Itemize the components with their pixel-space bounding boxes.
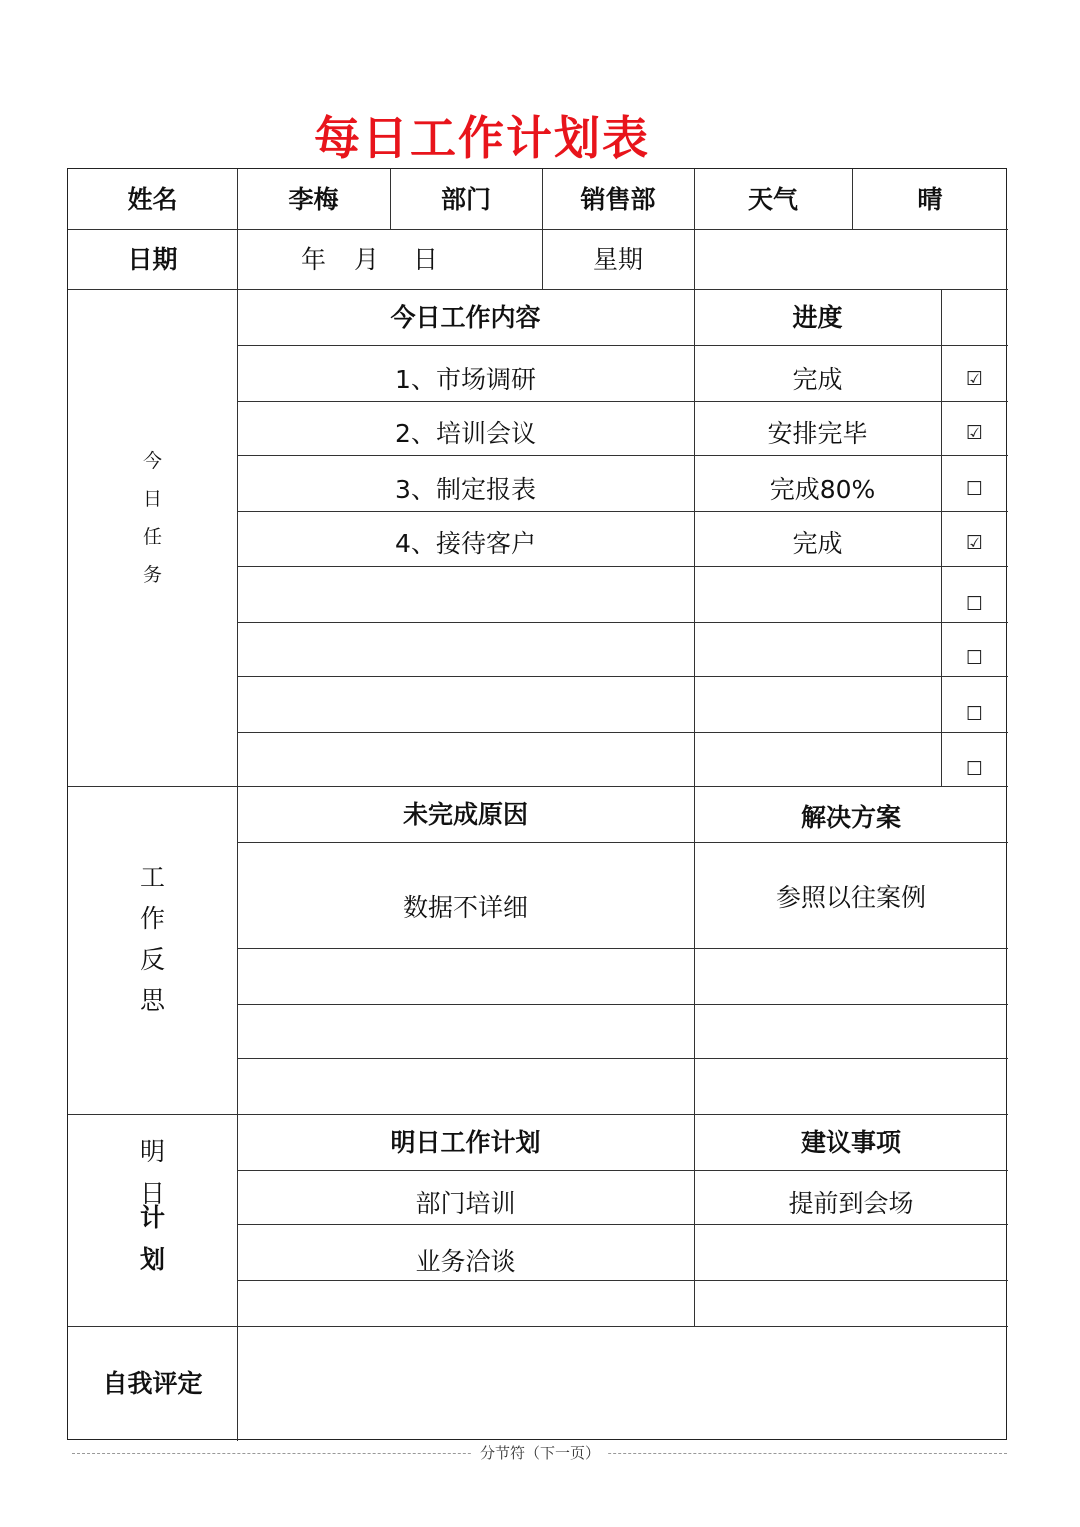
- task-content[interactable]: 4、接待客户: [395, 528, 536, 558]
- self-eval-field[interactable]: [237, 1326, 1008, 1441]
- task-progress[interactable]: [694, 676, 941, 732]
- dept-value[interactable]: 销售部: [580, 184, 656, 214]
- col-header-progress: 进度: [792, 302, 843, 332]
- task-content[interactable]: 1、市场调研: [395, 364, 536, 394]
- weekday-value[interactable]: [694, 229, 1008, 289]
- task-progress[interactable]: [694, 622, 941, 676]
- name-value[interactable]: 李梅: [288, 184, 339, 214]
- date-day: 日: [413, 244, 439, 274]
- reflection-solution[interactable]: 参照以往案例: [775, 882, 926, 912]
- reflection-reason[interactable]: [237, 1058, 694, 1114]
- tomorrow-suggestion[interactable]: 提前到会场: [788, 1188, 914, 1218]
- section-char: 划: [139, 1245, 165, 1274]
- task-content[interactable]: [237, 676, 694, 732]
- weather-label: 天气: [747, 184, 798, 214]
- task-content[interactable]: [237, 566, 694, 622]
- date-year: 年: [300, 244, 326, 274]
- task-checkbox[interactable]: ☑: [965, 531, 984, 554]
- task-checkbox[interactable]: ☐: [965, 477, 984, 500]
- tomorrow-plan-item[interactable]: 业务洽谈: [415, 1246, 516, 1276]
- task-progress[interactable]: [694, 732, 941, 786]
- self-eval-label: 自我评定: [102, 1369, 203, 1398]
- page-title: 每日工作计划表: [314, 111, 650, 165]
- section-char: 任: [142, 526, 162, 548]
- tomorrow-plan-item[interactable]: [237, 1280, 694, 1326]
- task-checkbox[interactable]: ☑: [965, 421, 984, 444]
- date-field[interactable]: [237, 229, 542, 289]
- tomorrow-plan-item[interactable]: 部门培训: [415, 1188, 516, 1218]
- reflection-solution[interactable]: [694, 948, 1008, 1004]
- section-char: 明: [139, 1137, 165, 1166]
- task-progress[interactable]: 完成: [792, 528, 843, 558]
- reflection-solution[interactable]: [694, 1004, 1008, 1058]
- reflection-solution[interactable]: [694, 1058, 1008, 1114]
- task-progress[interactable]: 安排完毕: [767, 418, 868, 448]
- reflection-reason[interactable]: [237, 948, 694, 1004]
- task-checkbox[interactable]: ☐: [965, 702, 984, 725]
- task-content[interactable]: 2、培训会议: [395, 418, 536, 448]
- task-content[interactable]: [237, 732, 694, 786]
- dept-label: 部门: [440, 184, 491, 214]
- reflection-reason[interactable]: [237, 1004, 694, 1058]
- task-checkbox[interactable]: ☐: [965, 646, 984, 669]
- section-char: 计: [139, 1203, 165, 1232]
- daily-plan-table: [67, 168, 1007, 1440]
- reflection-section-label: [68, 865, 237, 1029]
- task-checkbox[interactable]: ☐: [965, 757, 984, 780]
- reflection-reason[interactable]: 数据不详细: [402, 892, 528, 922]
- section-char: 务: [142, 564, 162, 586]
- task-checkbox[interactable]: ☑: [965, 367, 984, 390]
- col-header-unfinished-reason: 未完成原因: [402, 799, 528, 829]
- col-header-solution: 解决方案: [800, 802, 901, 832]
- weekday-label: 星期: [592, 244, 643, 274]
- section-char: 反: [139, 945, 165, 974]
- section-char: 思: [139, 986, 165, 1015]
- task-progress[interactable]: [694, 566, 941, 622]
- date-month: 月: [353, 244, 379, 274]
- section-break-label: 分节符（下一页）: [472, 1442, 608, 1464]
- date-label: 日期: [127, 244, 178, 274]
- section-char: 今: [142, 450, 162, 472]
- section-char: 工: [139, 863, 165, 892]
- name-label: 姓名: [127, 184, 178, 214]
- section-char: 日: [139, 1179, 165, 1208]
- task-content[interactable]: [237, 622, 694, 676]
- task-checkbox[interactable]: ☐: [965, 592, 984, 615]
- col-header-suggestions: 建议事项: [800, 1127, 901, 1157]
- today-task-section-label: [68, 452, 237, 604]
- col-header-tomorrow-plan: 明日工作计划: [390, 1127, 541, 1157]
- col-header-today-content: 今日工作内容: [390, 302, 541, 332]
- tomorrow-suggestion[interactable]: [694, 1280, 1008, 1326]
- task-content[interactable]: 3、制定报表: [395, 474, 536, 504]
- tomorrow-plan-section-label: [68, 1139, 237, 1289]
- section-char: 作: [139, 904, 165, 933]
- weather-value[interactable]: 晴: [917, 184, 943, 214]
- task-progress[interactable]: 完成: [792, 364, 843, 394]
- task-progress[interactable]: 完成80%: [769, 474, 876, 504]
- tomorrow-suggestion[interactable]: [694, 1224, 1008, 1280]
- section-char: 日: [142, 488, 162, 510]
